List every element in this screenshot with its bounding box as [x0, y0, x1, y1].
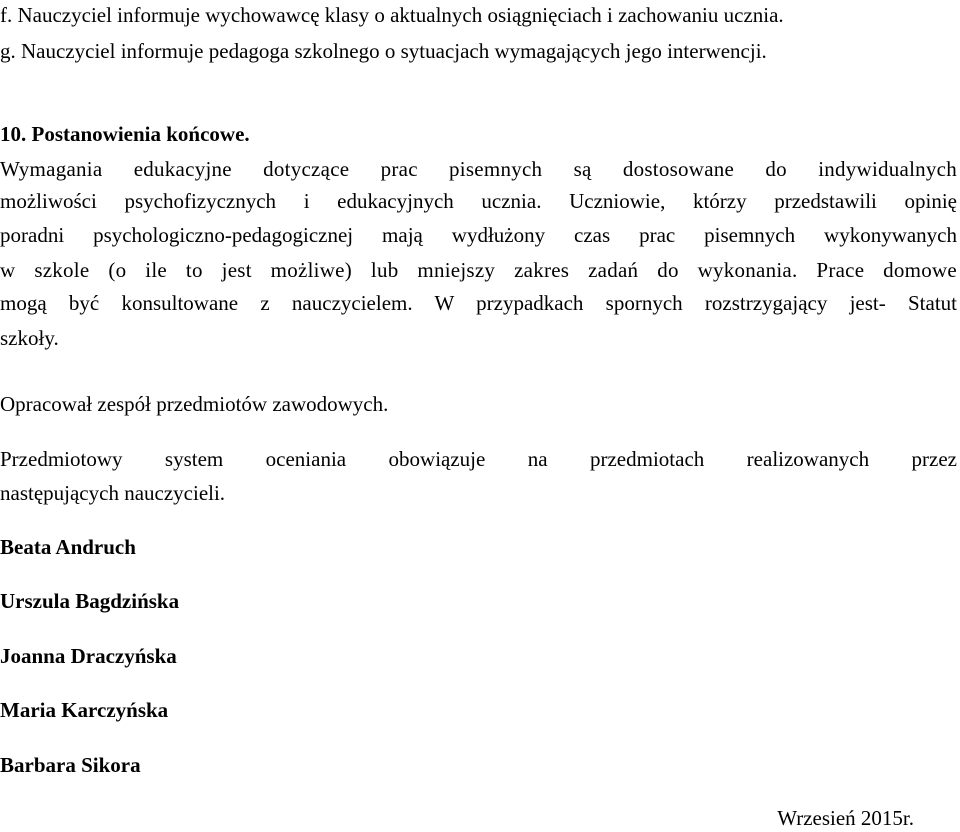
teacher-name: Maria Karczyńska — [0, 698, 169, 722]
list-item-g: g. Nauczyciel informuje pedagoga szkolnego o sytuacjach wymagających jego interwencji. — [0, 39, 767, 63]
teacher-name: Joanna Draczyńska — [0, 644, 177, 668]
teacher-name: Barbara Sikora — [0, 753, 141, 777]
list-item-f: f. Nauczyciel informuje wychowawcę klasy o aktualnych osiągnięciach i zachowaniu ucznia. — [0, 3, 784, 27]
prepared-by: Opracował zespół przedmiotów zawodowych. — [0, 392, 389, 416]
paragraph-line-6: szkoły. — [0, 326, 59, 350]
paragraph-line-5: mogą być konsultowane z nauczycielem. W przypadkach spornych rozstrzygający jest- Statut — [0, 291, 957, 315]
section-heading: 10. Postanowienia końcowe. — [0, 122, 250, 146]
document-date: Wrzesień 2015r. — [777, 806, 914, 830]
paragraph-line-3: poradni psychologiczno-pedagogicznej mają wydłużony czas prac pisemnych wykonywanych — [0, 223, 957, 247]
paragraph-line-2: możliwości psychofizycznych i edukacyjnych ucznia. Uczniowie, którzy przedstawili opinię — [0, 189, 957, 213]
system-line-1: Przedmiotowy system oceniania obowiązuje na przedmiotach realizowanych przez — [0, 447, 957, 471]
teacher-name: Urszula Bagdzińska — [0, 589, 180, 613]
system-line-2: następujących nauczycieli. — [0, 481, 226, 505]
paragraph-line-4: w szkole (o ile to jest możliwe) lub mniejszy zakres zadań do wykonania. Prace domowe — [0, 258, 957, 282]
teacher-name: Beata Andruch — [0, 535, 136, 559]
paragraph-line-1: Wymagania edukacyjne dotyczące prac pisemnych są dostosowane do indywidualnych — [0, 157, 957, 181]
